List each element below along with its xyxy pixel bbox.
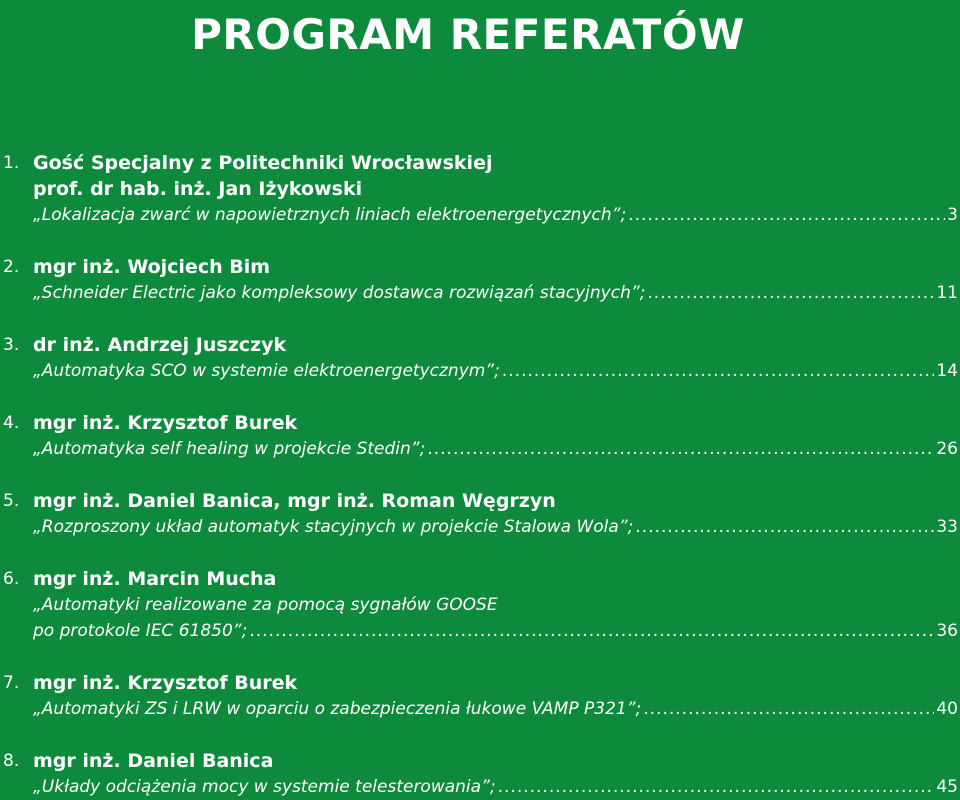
entry-title-leader-line	[33, 696, 960, 722]
entry-author: mgr inż. Wojciech Bim	[33, 256, 271, 278]
entry-title: „Automatyki ZS i LRW w oparciu o zabezpieczenia łukowe VAMP P321”;	[33, 699, 642, 719]
dot-leader	[628, 202, 945, 228]
dot-leader	[502, 358, 935, 384]
dot-leader	[249, 618, 934, 644]
entry-number: 1.	[3, 153, 20, 173]
toc-entry	[0, 410, 960, 462]
entry-title-leader-line	[33, 618, 960, 644]
entry-author: dr inż. Andrzej Juszczyk	[33, 334, 287, 356]
toc-entry	[0, 254, 960, 306]
toc-entry	[0, 332, 960, 384]
entry-title: „Układy odciążenia mocy w systemie telesterowania”;	[33, 777, 496, 797]
entry-number: 2.	[3, 257, 20, 277]
dot-leader	[498, 774, 935, 800]
entry-page-number: 45	[936, 777, 958, 797]
page-title: PROGRAM REFERATÓW	[191, 10, 745, 59]
entry-title: po protokole IEC 61850”;	[33, 621, 248, 641]
dot-leader	[427, 436, 934, 462]
dot-leader	[647, 280, 934, 306]
entry-title-leader-line	[33, 358, 960, 384]
entry-title-leader-line	[33, 202, 960, 228]
dot-leader	[635, 514, 934, 540]
entry-number: 4.	[3, 413, 20, 433]
entry-number: 3.	[3, 335, 20, 355]
entry-title: „Automatyka SCO w systemie elektroenergetycznym”;	[33, 361, 500, 381]
entry-number: 8.	[3, 751, 20, 771]
entry-author: prof. dr hab. inż. Jan Iżykowski	[33, 178, 363, 200]
entry-title-leader-line	[33, 280, 960, 306]
entry-title: „Lokalizacja zwarć w napowietrznych liniach elektroenergetycznych”;	[33, 205, 627, 225]
toc-entry	[0, 488, 960, 540]
entry-number: 7.	[3, 673, 20, 693]
entry-title-leader-line	[33, 774, 960, 800]
entry-author: mgr inż. Krzysztof Burek	[33, 412, 298, 434]
entry-title-leader-line	[33, 514, 960, 540]
entry-page-number: 40	[936, 699, 958, 719]
entry-title: „Schneider Electric jako kompleksowy dostawca rozwiązań stacyjnych”;	[33, 283, 646, 303]
entry-title: „Rozproszony układ automatyk stacyjnych w projekcie Stalowa Wola”;	[33, 517, 634, 537]
entry-page-number: 3	[947, 205, 958, 225]
entry-author: mgr inż. Daniel Banica	[33, 750, 274, 772]
entry-page-number: 26	[936, 439, 958, 459]
entry-author: mgr inż. Marcin Mucha	[33, 568, 277, 590]
entry-author: mgr inż. Daniel Banica, mgr inż. Roman Węgrzyn	[33, 490, 556, 512]
toc-entry	[0, 670, 960, 722]
entry-author: mgr inż. Krzysztof Burek	[33, 672, 298, 694]
entry-page-number: 36	[936, 621, 958, 641]
entry-title-leader-line	[33, 436, 960, 462]
entry-title-line: „Automatyki realizowane za pomocą sygnałów GOOSE	[33, 595, 498, 615]
entry-author: Gość Specjalny z Politechniki Wrocławskiej	[33, 152, 493, 174]
toc-entry	[0, 566, 960, 644]
entry-number: 6.	[3, 569, 20, 589]
table-of-contents	[0, 150, 960, 800]
entry-page-number: 14	[936, 361, 958, 381]
entry-page-number: 11	[936, 283, 958, 303]
entry-number: 5.	[3, 491, 20, 511]
entry-title: „Automatyka self healing w projekcie Stedin”;	[33, 439, 426, 459]
dot-leader	[643, 696, 934, 722]
toc-entry	[0, 150, 960, 228]
toc-entry	[0, 748, 960, 800]
entry-page-number: 33	[936, 517, 958, 537]
